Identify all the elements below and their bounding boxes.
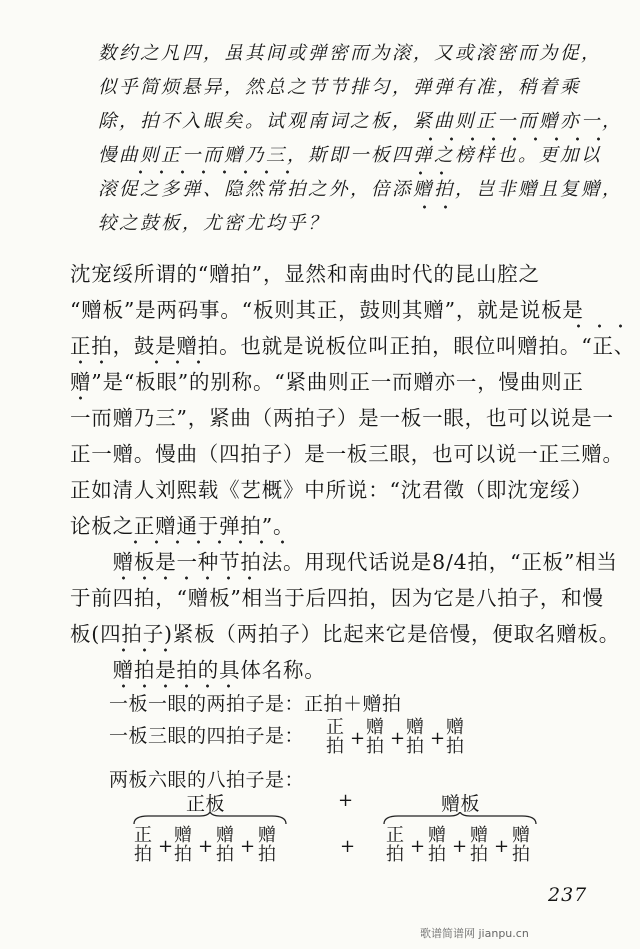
body-line: 一而赠乃三”，紧曲（两拍子）是一板一眼，也可以说是一 [70, 406, 614, 430]
plus-sign: + [410, 836, 426, 857]
quote-line: 慢曲则正一而赠乃三，斯即一板四弹之榜样也。更加以 [98, 145, 603, 166]
stack-zeng-pai: 赠 拍 [512, 825, 530, 865]
emphasis-dots [414, 204, 454, 210]
plus-sign: + [430, 728, 446, 749]
emphasis-dots [113, 683, 238, 689]
emphasis-dots [70, 395, 90, 401]
stack-zeng-pai: 赠 拍 [366, 717, 384, 757]
body-line: 论板之正赠通于弹拍”。 [70, 514, 295, 538]
quote-line: 数约之凡四，虽其间或弹密而为滚，又或滚密而为促， [98, 43, 603, 64]
plus-sign: + [198, 836, 214, 857]
page-number: 237 [548, 884, 588, 906]
body-line: 赠板是一种节拍法。用现代话说是8/4拍，“正板”相当 [70, 550, 618, 574]
group-label-zheng-ban: 正板 [186, 793, 226, 815]
body-line: 正如清人刘熙载《艺概》中所说：“沈君徵（即沈宠绥） [70, 478, 593, 502]
stack-zeng-pai: 赠 拍 [258, 825, 276, 865]
emphasis-dots [130, 169, 296, 175]
body-line: 于前四拍，“赠板”相当于后四拍，因为它是八拍子，和慢 [70, 586, 604, 610]
stack-zeng-pai: 赠 拍 [446, 717, 464, 757]
body-line: 沈宠绥所谓的“赠拍”，显然和南曲时代的昆山腔之 [70, 262, 540, 286]
emphasis-dots [70, 359, 112, 365]
four-beat-label: 一板三眼的四拍子是： [70, 725, 305, 747]
emphasis-dots [146, 359, 206, 365]
plus-sign: + [350, 728, 366, 749]
site-watermark: 歌谱简谱网 jianpu.cn [420, 927, 529, 940]
body-line: 板(四拍子)紧板（两拍子）比起来它是倍慢，便取名赠板。 [70, 622, 621, 646]
stack-zeng-pai: 赠 拍 [406, 717, 424, 757]
stack-zeng-pai: 赠 拍 [174, 825, 192, 865]
body-line: “赠板”是两码事。“板则其正，鼓则其赠”，就是说板是 [70, 298, 584, 322]
stack-zheng-pai: 正 拍 [134, 825, 152, 865]
two-beat-label: 一板一眼的两拍子是：正拍＋赠拍 [70, 693, 402, 715]
stack-zeng-pai: 赠 拍 [216, 825, 234, 865]
plus-sign: + [494, 836, 510, 857]
plus-sign: + [338, 790, 354, 811]
two-beat-expression: 正拍＋赠拍 [304, 693, 402, 715]
eight-beat-label: 两板六眼的八拍子是： [70, 769, 305, 791]
stack-zheng-pai: 正 拍 [326, 717, 344, 757]
stack-zeng-pai: 赠 拍 [470, 825, 488, 865]
emphasis-dots [420, 136, 610, 142]
plus-sign: + [240, 836, 256, 857]
quote-line: 似乎简烦悬异，然总之节节排匀，弹弹有准，稍着乘 [98, 77, 582, 98]
body-line: 赠拍是拍的具体名称。 [70, 658, 326, 682]
quote-line: 较之鼓板，尤密尤均乎？ [98, 213, 330, 234]
stack-zeng-pai: 赠 拍 [428, 825, 446, 865]
group-label-zeng-ban: 赠板 [441, 793, 481, 815]
quote-line: 除，拍不入眼矣。试观南词之板，紧曲则正一而赠亦一， [98, 111, 624, 132]
body-line: 正一赠。慢曲（四拍子）是一板三眼，也可以说一正三赠。 [70, 442, 624, 466]
plus-sign: + [158, 836, 174, 857]
plus-sign: + [452, 836, 468, 857]
emphasis-dots [568, 323, 628, 329]
quote-line: 滚促之多弹、隐然常拍之外，倍添赠拍，岂非赠且复赠， [98, 179, 624, 200]
emphasis-dots [113, 647, 173, 653]
emphasis-dots [113, 575, 263, 581]
plus-sign: + [340, 836, 356, 857]
emphasis-dots [125, 539, 285, 545]
stack-zheng-pai: 正 拍 [386, 825, 404, 865]
body-line: 赠”是“板眼”的别称。“紧曲则正一而赠亦一，慢曲则正 [70, 370, 584, 394]
body-line: 正拍，鼓是赠拍。也就是说板位叫正拍，眼位叫赠拍。“正、 [70, 334, 636, 358]
emphasis-dots [410, 170, 452, 176]
plus-sign: + [390, 728, 406, 749]
